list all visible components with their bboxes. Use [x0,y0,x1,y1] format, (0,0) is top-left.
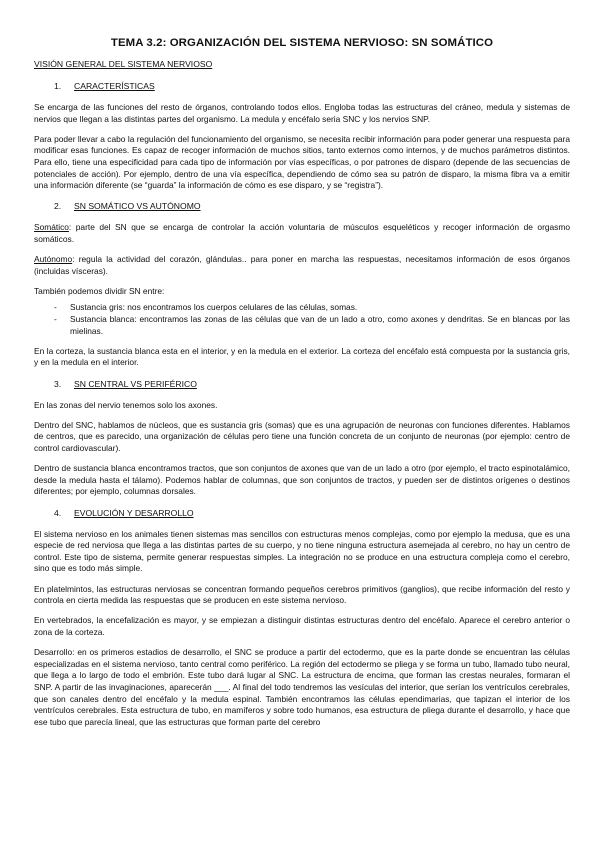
paragraph: Para poder llevar a cabo la regulación del funcionamiento del organismo, se necesita recibir información para poder generar una respuesta para modificar esas funciones. Es capaz de recoger información de muchos sitios, tanto externos como internos, y de muchos parámetros distintos. Para ello, tiene una especificidad para cada tipo de información por vías específicas, o por patrones de disparo (depende de las secuencias de potenciales de acción). Por ejemplo, dentro de una vía específica, dependiendo de cómo sea su patrón de disparo, la misma fibra va a emitir una información diferente (se “guarda” la información de cómo es ese disparo, y se “registra”). [34,133,570,191]
section-title: CARACTERÍSTICAS [74,81,155,91]
dash-bullet: - [54,314,57,325]
section-number: 3. [54,378,62,389]
definition-autonomo [34,254,570,277]
section-number: 4. [54,507,62,518]
section-heading-central-vs-periferico [34,378,570,390]
paragraph: También podemos dividir SN entre: [34,285,165,296]
dash-bullet: - [54,301,57,312]
paragraph: El sistema nervioso en los animales tienen sistemas mas sencillos con estructuras menos complejas, como por ejemplo la medusa, que es una especie de red nerviosa que llega a las distintas partes de su cuerpo, y no tiene ninguna estructura asemejada al cerebro, no hay un centro de control. Este tipo de sistema, permite generar respuestas simples. La integración no se produce en una estructura compleja como el cerebro, sino que es todo más simple. [34,528,570,574]
paragraph: En la corteza, la sustancia blanca esta en el interior, y en la medula en el exterior. La corteza del encéfalo está compuesta por la sustancia gris, y en la medula en el interior. [34,345,570,368]
list-item [34,302,570,314]
bullet-list [34,302,570,338]
section-title: EVOLUCIÓN Y DESARROLLO [74,507,194,518]
overview-heading: VISIÓN GENERAL DEL SISTEMA NERVIOSO [34,59,213,69]
list-item [34,314,570,337]
paragraph: Se encarga de las funciones del resto de órganos, controlando todos ellos. Engloba todas las estructuras del cráneo, medula y sistemas de nervios que llegan a las distintas partes del organismo. La medula y encéfalo seria SNC y los nervios SNP. [34,102,570,124]
paragraph: En platelmintos, las estructuras nerviosas se concentran formando pequeños cerebros primitivos (ganglios), que recibe información del resto y controla en cierta medida las respuestas que se producen en este sistema nervioso. [34,583,570,606]
term-autonomo: Autónomo [34,254,73,265]
section-heading-caracteristicas [34,80,570,92]
paragraph: En las zonas del nervio tenemos solo los axones. [34,399,218,410]
section-number: 1. [54,81,62,91]
paragraph: Dentro de sustancia blanca encontramos tractos, que son conjuntos de axones que van de un lado a otro (por ejemplo, el tracto espinotalámico, desde la medula hasta el tálamo). Podemos hablar de columnas, que son conjuntos de tractos, y pueden ser de distintos orígenes o destinos diferentes; por ejemplo, columnas dorsales. [34,463,570,497]
definition-text: : parte del SN que se encarga de controlar la acción voluntaria de músculos esqueléticos y recoger información de orgasmo somáticos. [34,222,570,244]
section-heading-somatico-vs-autonomo [34,200,570,212]
paragraph: En vertebrados, la encefalización es mayor, y se empiezan a distinguir distintas estructuras dentro del encéfalo. Aparece el cerebro anterior o zona de la corteza. [34,615,570,637]
section-heading-evolucion-desarrollo [34,507,570,519]
section-title: SN CENTRAL VS PERIFÉRICO [74,378,197,389]
list-item-text: Sustancia gris: nos encontramos los cuerpos celulares de las células, somas. [70,301,358,312]
term-somatico: Somático [34,222,69,233]
page-title: TEMA 3.2: ORGANIZACIÓN DEL SISTEMA NERVIOSO: SN SOMÁTICO [110,37,494,49]
section-number: 2. [54,201,62,212]
definition-text: : regula la actividad del corazón, glándulas.. para poner en marcha las respuestas, necesitamos información de esos órganos (incluidas vísceras). [34,254,570,276]
list-item-text: Sustancia blanca: encontramos las zonas de las células que van de un lado a otro, como axones y dendritas. Se en blancas por las mielinas. [70,314,570,336]
paragraph: Dentro del SNC, hablamos de núcleos, que es sustancia gris (somas) que es una agrupación de neuronas con funciones diferentes. Hablamos de centros, que es parecido, una organización de células pero tiene una función concreta de un conjunto de neuronas (por ejemplo: centro de control cardiovascular). [34,419,570,454]
paragraph: Desarrollo: en os primeros estadios de desarrollo, el SNC se produce a partir del ectodermo, que es la parte donde se encuentran las células especializadas en el sistema nervioso, tanto central como periférico. La región del ectodermo se pliega y se forma un tubo, llamado tubo neural, que llega a lo largo de todo el embrión. Este tubo dará lugar al SNC. La estructura de encima, que forman las crestas neurales, formaran el SNP. A partir de las invaginaciones, aparecerán ___. Al final del todo tendremos las vesículas del interior, que serían los ventrículos cerebrales, que son canales dentro del encéfalo y la medula espinal. También encontramos las células ependimarias, que tapizan el interior de los ventrículos cerebrales. Esta estructura de tubo, en mamíferos y sobre todo humanos, esa estructura de pliega durante el desarrollo, y hace que ese tubo que parecía lineal, que las estructuras que forman parte del cerebro [34,647,570,727]
definition-somatico [34,222,570,245]
section-title: SN SOMÁTICO VS AUTÓNOMO [74,201,201,212]
